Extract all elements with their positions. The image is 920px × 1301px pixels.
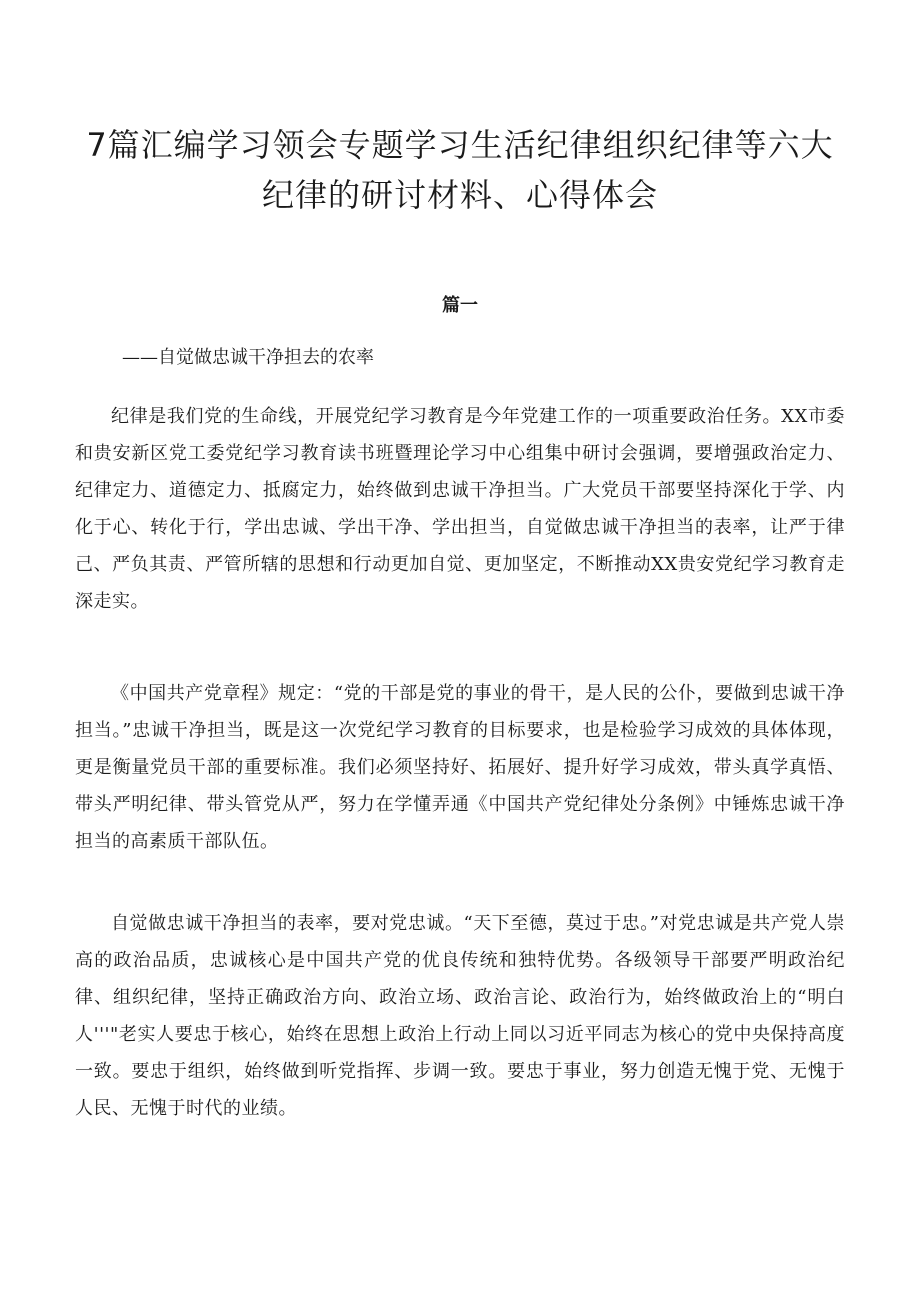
document-title — [60, 120, 860, 220]
section-subtitle: ——自觉做忠诚干净担去的农率 — [122, 347, 374, 368]
title-line-2: 纪律的研讨材料、心得体会 — [261, 176, 658, 214]
paragraph-2: 《中国共产党章程》规定：“党的干部是党的事业的骨干，是人民的公仆，要做到忠诚干净担当。”忠诚干净担当，既是这一次党纪学习教育的目标要求，也是检验学习成效的具体体现，更是衡量党员干部的重要标准。我们必须坚持好、拓展好、提升好学习成效，带头真学真悟、带头严明纪律、带头管党从严，努力在学懂弄通《中国共产党纪律处分条例》中锤炼忠诚干净担当的高素质干部队伍。 — [75, 683, 845, 852]
paragraph-1: 纪律是我们党的生命线，开展党纪学习教育是今年党建工作的一项重要政治任务。XX市委和贵安新区党工委党纪学习教育读书班暨理论学习中心组集中研讨会强调，要增强政治定力、纪律定力、道德定力、抵腐定力，始终做到忠诚干净担当。广大党员干部要坚持深化于学、内化于心、转化于行，学出忠诚、学出干净、学出担当，自觉做忠诚干净担当的表率，让严于律己、严负其责、严管所辖的思想和行动更加自觉、更加坚定，不断推动XX贵安党纪学习教育走深走实。 — [75, 406, 845, 612]
section-heading: 篇一 — [442, 295, 478, 316]
title-line-1: 7篇汇编学习领会专题学习生活纪律组织纪律等六大 — [86, 126, 834, 164]
paragraph-3: 自觉做忠诚干净担当的表率，要对党忠诚。“天下至德，莫过于忠。”对党忠诚是共产党人崇高的政治品质，忠诚核心是中国共产党的优良传统和独特优势。各级领导干部要严明政治纪律、组织纪律，坚持正确政治方向、政治立场、政治言论、政治行为，始终做政治上的“明白人'''"老实人要忠于核心，始终在思想上政治上行动上同以习近平同志为核心的党中央保持高度一致。要忠于组织，始终做到听党指挥、步调一致。要忠于事业，努力创造无愧于党、无愧于人民、无愧于时代的业绩。 — [75, 913, 845, 1119]
